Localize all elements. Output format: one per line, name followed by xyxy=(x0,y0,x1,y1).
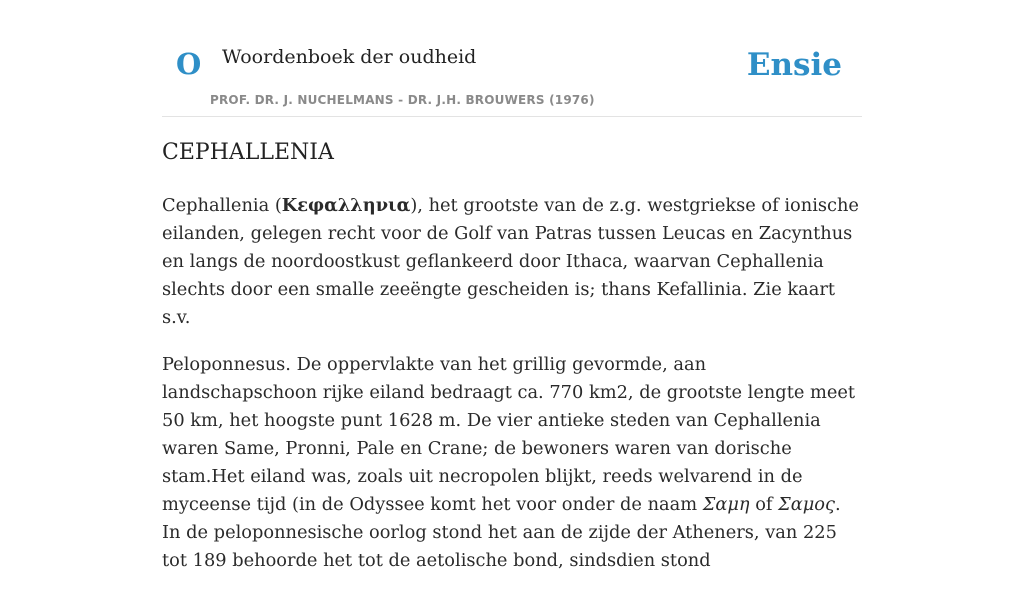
source-authors: PROF. DR. J. NUCHELMANS - DR. J.H. BROUWERS (1976) xyxy=(210,93,595,107)
greek-term: Σαμος xyxy=(778,494,835,515)
paragraph-text: . In de peloponnesische oorlog stond het aan de zijde der Atheners, van 225 tot 189 behoorde het tot de aetolische bond, sindsdien stond xyxy=(162,494,841,571)
entry-title: CEPHALLENIA xyxy=(162,140,334,165)
greek-term: Σαμη xyxy=(702,494,750,515)
entry-body xyxy=(162,192,864,594)
paragraph-text: Peloponnesus. De oppervlakte van het grillig gevormde, aan landschapschoon rijke eiland bedraagt ca. 770 km2, de grootste lengte meet 50 km, het hoogste punt 1628 m. De vier antieke steden van Cephallenia waren Same, Pronni, Pale en Crane; de bewoners waren van dorische stam.Het eiland was, zoals uit necropolen blijkt, reeds welvarend in de myceense tijd (in de Odyssee komt het voor onder de naam xyxy=(162,354,856,515)
entry-paragraph xyxy=(162,192,864,332)
letter-index-link[interactable]: O xyxy=(176,47,202,81)
source-title-link[interactable]: Woordenboek der oudheid xyxy=(222,46,477,68)
paragraph-text: ), het grootste van de z.g. westgriekse of ionische eilanden, gelegen recht voor de Golf van Patras tussen Leucas en Zacynthus en langs de noordoostkust geflankeerd door Ithaca, waarvan Cephallenia slechts door een smalle zeeëngte gescheiden is; thans Kefallinia. Zie kaart s.v. xyxy=(162,195,859,328)
greek-term: Κεφαλληνια xyxy=(281,195,411,216)
brand-logo-link[interactable]: Ensie xyxy=(746,47,842,83)
entry-paragraph xyxy=(162,351,864,575)
header xyxy=(162,0,862,117)
paragraph-text: Cephallenia ( xyxy=(162,195,282,216)
paragraph-text: of xyxy=(749,494,779,515)
